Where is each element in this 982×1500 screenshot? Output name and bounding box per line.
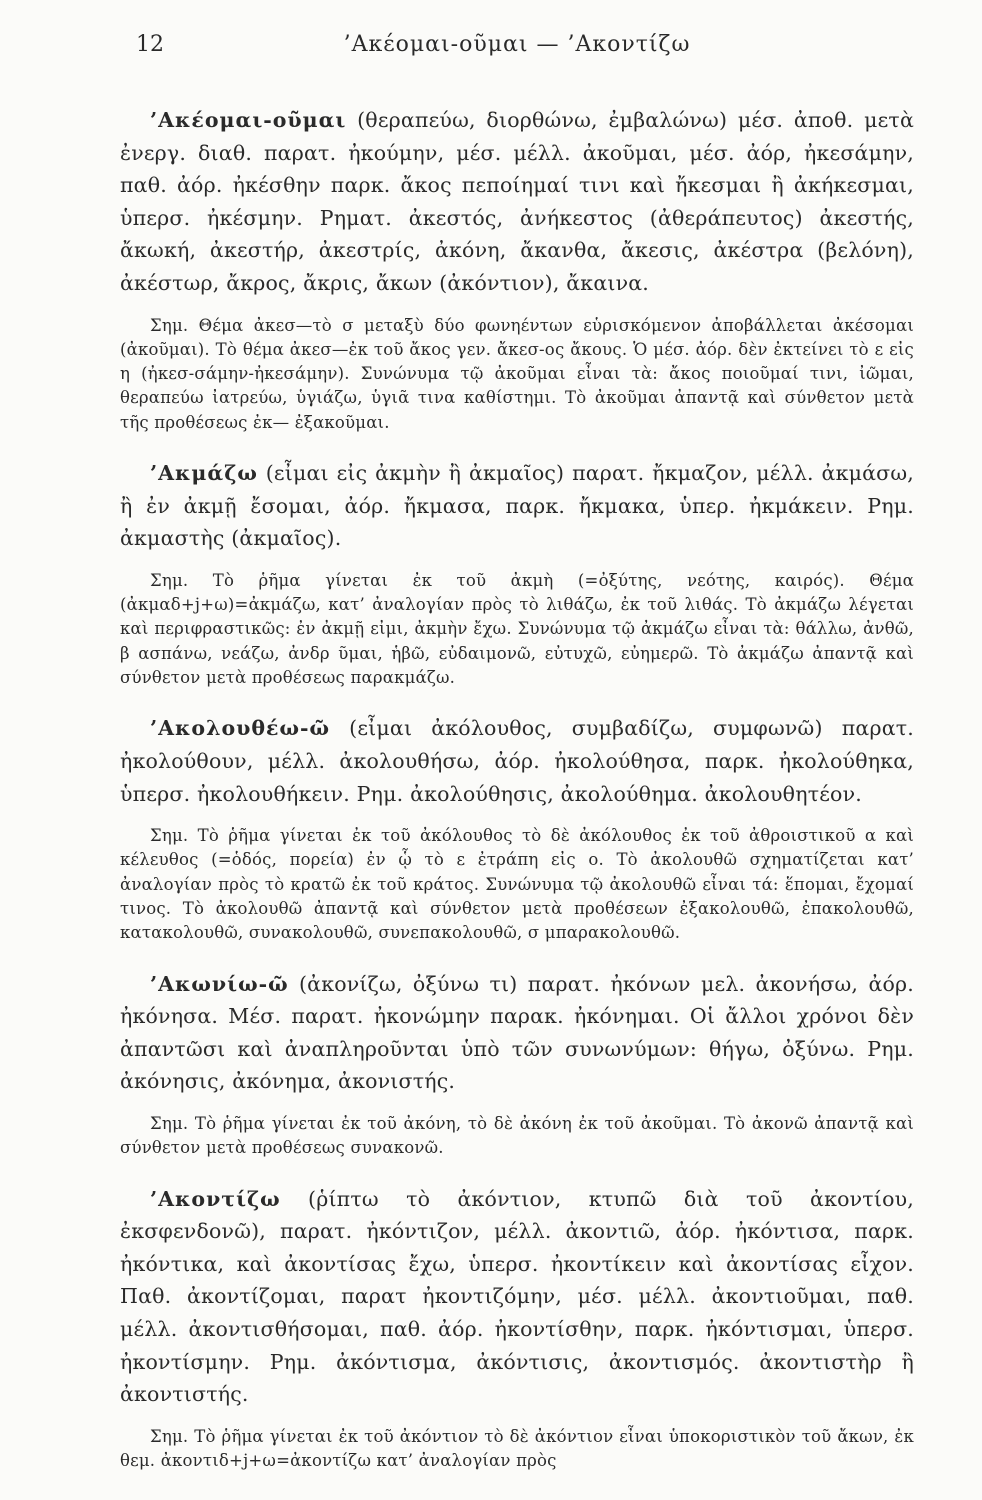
note-label: Σημ. <box>150 1426 189 1446</box>
entry-note <box>120 1425 914 1474</box>
page-header <box>120 28 914 68</box>
entry-lemma: ’Ακολουθέω-ῶ <box>150 716 331 741</box>
entry-lemma: ’Ακέομαι-οῦμαι <box>150 108 347 132</box>
running-head: ’Ακέομαι-οῦμαι — ’Ακοντίζω <box>343 32 691 57</box>
note-text: Τὸ ῥῆμα γίνεται ἐκ τοῦ ἀκόλουθος τὸ δὲ ἀκόλουθος ἐκ τοῦ ἀθροιστικοῦ α καὶ κέλευθος (=ὁδός, πορεία) ἐν ᾧ τὸ ε ἐτράπη εἰς ο. Τὸ ἀκολουθῶ σχηματίζεται κατ’ ἀναλογίαν πρὸς τὸ κρατῶ ἐκ τοῦ κράτος. Συνώνυμα τῷ ἀκολουθῶ εἶναι τά: ἕπομαι, ἔχομαί τινος. Τὸ ἀκολουθῶ ἀπαντᾷ καὶ σύνθετον μετὰ προθέσεων ἐξακολουθῶ, ἐπακολουθῶ, κατακολουθῶ, συνακολουθῶ, συνεπακολουθῶ, σ μπαρακολουθῶ. <box>120 826 914 943</box>
entry-text: (ἀκονίζω, ὀξύνω τι) παρατ. ἠκόνων μελ. ἀκονήσω, ἀόρ. ἠκόνησα. Μέσ. παρατ. ἠκονώμην παρακ. ἠκόνημαι. Οἱ ἄλλοι χρόνοι δὲν ἀπαντῶσι καὶ ἀναπληροῦνται ὑπὸ τῶν συνωνύμων: θήγω, ὀξύνω. Ρημ. ἀκόνησις, ἀκόνημα, ἀκονιστής. <box>120 971 915 1094</box>
entry-text: (εἶμαι εἰς ἀκμὴν ἢ ἀκμαῖος) παρατ. ἤκμαζον, μέλλ. ἀκμάσω, ἢ ἐν ἀκμῇ ἔσομαι, ἀόρ. ἤκμασα, παρκ. ἤκμακα, ὑπερ. ἠκμάκειν. Ρημ. ἀκμαστὴς (ἀκμαῖος). <box>120 461 914 551</box>
entry-lemma: ’Ακωνίω-ῶ <box>150 971 289 996</box>
entry-text: (ῥίπτω τὸ ἀκόντιον, κτυπῶ διὰ τοῦ ἀκοντίου, ἐκσφενδονῶ), παρατ. ἠκόντιζον, μέλλ. ἀκοντιῶ, ἀόρ. ἠκόντισα, παρκ. ἠκόντικα, καὶ ἀκοντίσας ἔχω, ὑπερσ. ἠκοντίκειν καὶ ἀκοντίσας εἶχον. Παθ. ἀκοντίζομαι, παρατ ἠκοντιζόμην, μέσ. μέλλ. ἀκοντιοῦμαι, παθ. μέλλ. ἀκοντισθήσομαι, παθ. ἀόρ. ἠκοντίσθην, παρκ. ἠκόντισμαι, ὑπερσ. ἠκοντίσμην. Ρημ. ἀκόντισμα, ἀκόντισις, ἀκοντισμός. ἀκοντιστὴρ ἢ ἀκοντιστής. <box>120 1186 915 1407</box>
entry-note <box>120 314 914 435</box>
entry-note <box>120 1112 914 1161</box>
entry-note <box>120 569 914 690</box>
dictionary-entry <box>120 1183 914 1474</box>
dictionary-entry <box>120 712 914 945</box>
entry-lemma: ’Ακμάζω <box>150 461 258 486</box>
dictionary-entry <box>120 968 914 1161</box>
entry-body <box>120 1183 914 1411</box>
entry-text: (εἶμαι ἀκόλουθος, συμβαδίζω, συμφωνῶ) παρατ. ἠκολούθουν, μέλλ. ἀκολουθήσω, ἀόρ. ἠκολούθησα, παρκ. ἠκολούθηκα, ὑπερσ. ἠκολουθήκειν. Ρημ. ἀκολούθησις, ἀκολούθημα. ἀκολουθητέον. <box>120 716 915 806</box>
note-text: Τὸ ῥῆμα γίνεται ἐκ τοῦ ἀκόνη, τὸ δὲ ἀκόνη ἐκ τοῦ ἀκοῦμαι. Τὸ ἀκονῶ ἀπαντᾷ καὶ σύνθετον μετὰ προθέσεως συνακονῶ. <box>120 1113 914 1158</box>
note-label: Σημ. <box>150 826 189 846</box>
note-text: Τὸ ῥῆμα γίνεται ἐκ τοῦ ἀκόντιον τὸ δὲ ἀκόντιον εἶναι ὑποκοριστικὸν τοῦ ἄκων, ἐκ θεμ. ἀκοντιδ+j+ω=ἀκοντίζω κατ’ ἀναλογίαν πρὸς <box>120 1426 914 1470</box>
note-text: Τὸ ῥῆμα γίνεται ἐκ τοῦ ἀκμὴ (=ὀξύτης, νεότης, καιρός). Θέμα (ἀκμαδ+j+ω)=ἀκμάζω, κατ’ ἀναλογίαν πρὸς τὸ λιθάζω, ἐκ τοῦ λιθάς. Τὸ ἀκμάζω λέγεται καὶ περιφραστικῶς: ἐν ἀκμῇ εἰμι, ἀκμὴν ἔχω. Συνώνυμα τῷ ἀκμάζω εἶναι τὰ: θάλλω, ἀνθῶ, β ασπάνω, νεάζω, ἀνδρ ῦμαι, ἡβῶ, εὐδαιμονῶ, εὐτυχῶ, εὐημερῶ. Τὸ ἀκμάζω ἀπαντᾷ καὶ σύνθετον μετὰ προθέσεως παρακμάζω. <box>120 570 914 688</box>
note-label: Σημ. <box>150 1113 189 1133</box>
entry-body <box>120 712 914 810</box>
entry-body <box>120 968 914 1098</box>
entry-text: (θεραπεύω, διορθώνω, ἐμβαλώνω) μέσ. ἀποθ. μετὰ ἐνεργ. διαθ. παρατ. ἠκούμην, μέσ. μέλλ. ἀκοῦμαι, μέσ. ἀόρ, ἠκεσάμην, παθ. ἀόρ. ἠκέσθην παρκ. ἄκος πεποίημαί τινι καὶ ἤκεσμαι ἢ ἀκήκεσμαι, ὑπερσ. ἠκέσμην. Ρηματ. ἀκεστός, ἀνήκεστος (ἀθεράπευτος) ἀκεστής, ἄκωκή, ἀκεστήρ, ἀκεστρίς, ἀκόνη, ἄκανθα, ἄκεσις, ἀκέστρα (βελόνη), ἀκέστωρ, ἄκρος, ἄκρις, ἄκων (ἀκόντιον), ἄκαινα. <box>120 108 914 295</box>
entry-body <box>120 104 914 300</box>
page-number: 12 <box>136 32 164 57</box>
note-label: Σημ. <box>150 570 189 590</box>
entry-lemma: ’Ακοντίζω <box>150 1186 281 1211</box>
dictionary-entry <box>120 104 914 435</box>
note-text: Θέμα ἀκεσ—τὸ σ μεταξὺ δύο φωνηέντων εὑρισκόμενον ἀποβάλλεται ἀκέσομαι (ἀκοῦμαι). Τὸ θέμα ἀκεσ—ἐκ τοῦ ἄκος γεν. ἄκεσ-ος ἄκους. Ὁ μέσ. ἀόρ. δὲν ἐκτείνει τὸ ε εἰς η (ἠκεσ-σάμην-ἠκεσάμην). Συνώνυμα τῷ ἀκοῦμαι εἶναι τὰ: ἄκος ποιοῦμαί τινι, ἰῶμαι, θεραπεύω ἰατρεύω, ὑγιάζω, ὑγιᾶ τινα καθίστημι. Τὸ ἀκοῦμαι ἀπαντᾷ καὶ σύνθετον μετὰ τῆς προθέσεως ἐκ— ἐξακοῦμαι. <box>120 315 914 432</box>
dictionary-entry <box>120 457 914 690</box>
note-label: Σημ. <box>150 315 189 335</box>
entry-note <box>120 824 914 945</box>
entry-body <box>120 457 914 555</box>
